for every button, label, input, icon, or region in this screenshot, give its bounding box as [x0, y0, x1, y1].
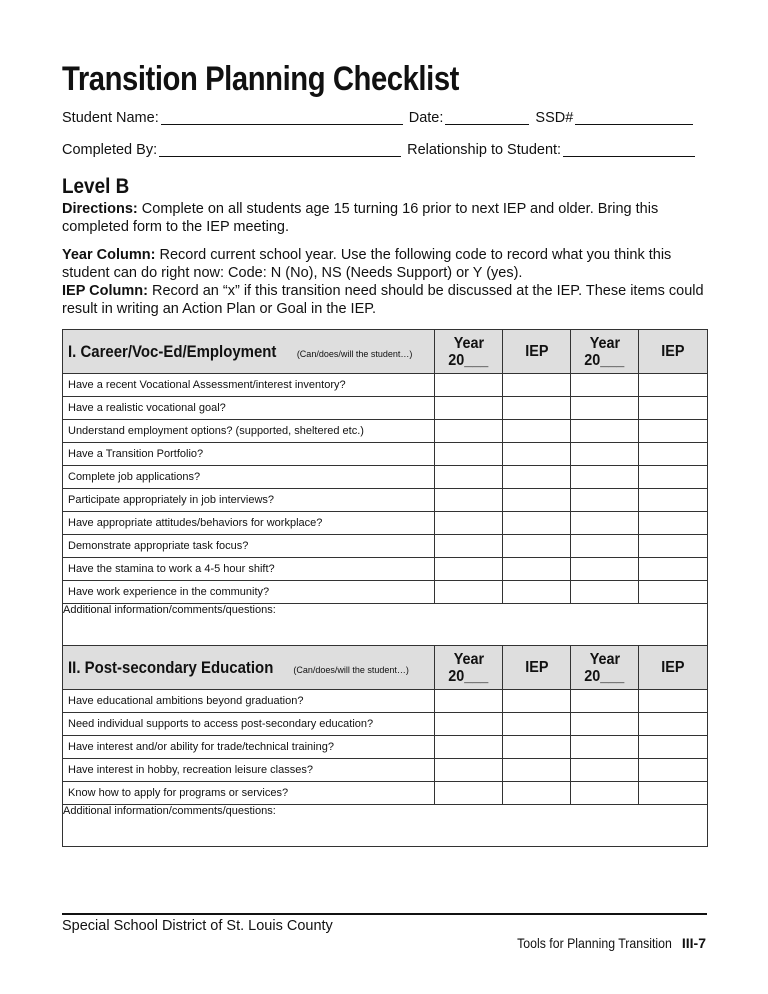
section-header [63, 646, 708, 690]
postsecondary-checklist-table [62, 645, 708, 847]
year-2-cell[interactable] [571, 466, 639, 489]
checklist-row [63, 690, 708, 713]
iep-1-cell[interactable] [503, 759, 571, 782]
year-column-body: Record current school year. Use the following code to record what you think this student can do right now: Code: N (No), NS (Needs Support) or Y (yes). [62, 247, 672, 281]
checklist-question: Have educational ambitions beyond graduation? [63, 690, 435, 713]
checklist-row [63, 535, 708, 558]
year-1-cell[interactable] [435, 535, 503, 558]
year-1-cell[interactable] [435, 489, 503, 512]
checklist-row [63, 558, 708, 581]
year-1-cell[interactable] [435, 736, 503, 759]
year-column-header: Year 20___ [435, 330, 503, 374]
iep-1-cell[interactable] [503, 535, 571, 558]
iep-column-header: IEP [503, 646, 571, 690]
career-checklist-table [62, 329, 708, 646]
year-column-label: Year Column: [62, 247, 156, 263]
checklist-question: Complete job applications? [63, 466, 435, 489]
year-1-cell[interactable] [435, 443, 503, 466]
year-2-cell[interactable] [571, 690, 639, 713]
section-title: II. Post-secondary Education (Can/does/will the student…) [63, 646, 435, 690]
iep-2-cell[interactable] [639, 374, 708, 397]
checklist-row [63, 512, 708, 535]
year-1-cell[interactable] [435, 759, 503, 782]
iep-1-cell[interactable] [503, 782, 571, 805]
checklist-question: Have a realistic vocational goal? [63, 397, 435, 420]
iep-2-cell[interactable] [639, 512, 708, 535]
relationship-label: Relationship to Student: [407, 142, 562, 158]
year-1-cell[interactable] [435, 558, 503, 581]
iep-1-cell[interactable] [503, 690, 571, 713]
checklist-question: Need individual supports to access post-secondary education? [63, 713, 435, 736]
iep-1-cell[interactable] [503, 397, 571, 420]
iep-1-cell[interactable] [503, 558, 571, 581]
iep-column-header: IEP [639, 646, 708, 690]
checklist-question: Understand employment options? (supported, sheltered etc.) [63, 420, 435, 443]
checklist-row [63, 736, 708, 759]
directions-body: Complete on all students age 15 turning 16 prior to next IEP and older. Bring this completed form to the IEP meeting. [62, 201, 659, 235]
year-2-cell[interactable] [571, 581, 639, 604]
year-1-cell[interactable] [435, 397, 503, 420]
checklist-row [63, 581, 708, 604]
iep-column-label: IEP Column: [62, 283, 148, 299]
year-1-cell[interactable] [435, 782, 503, 805]
checklist-row [63, 713, 708, 736]
year-2-cell[interactable] [571, 374, 639, 397]
checklist-question: Demonstrate appropriate task focus? [63, 535, 435, 558]
iep-1-cell[interactable] [503, 443, 571, 466]
iep-1-cell[interactable] [503, 489, 571, 512]
iep-1-cell[interactable] [503, 736, 571, 759]
year-2-cell[interactable] [571, 759, 639, 782]
page-title: Transition Planning Checklist [62, 60, 459, 98]
year-column-header: Year 20___ [571, 330, 639, 374]
year-column-header: Year 20___ [435, 646, 503, 690]
year-column-header: Year 20___ [571, 646, 639, 690]
checklist-question: Know how to apply for programs or services? [63, 782, 435, 805]
checklist-question: Have work experience in the community? [63, 581, 435, 604]
year-2-cell[interactable] [571, 713, 639, 736]
year-2-cell[interactable] [571, 420, 639, 443]
checklist-row [63, 443, 708, 466]
page-number: III-7 [681, 935, 706, 951]
iep-1-cell[interactable] [503, 374, 571, 397]
date-field[interactable] [445, 110, 529, 125]
iep-2-cell[interactable] [639, 736, 708, 759]
year-2-cell[interactable] [571, 512, 639, 535]
completed-by-field[interactable] [159, 142, 401, 157]
checklist-row [63, 420, 708, 443]
checklist-question: Have appropriate attitudes/behaviors for workplace? [63, 512, 435, 535]
iep-column-header: IEP [639, 330, 708, 374]
relationship-field[interactable] [563, 142, 695, 157]
checklist-question: Have the stamina to work a 4-5 hour shift? [63, 558, 435, 581]
iep-2-cell[interactable] [639, 713, 708, 736]
year-2-cell[interactable] [571, 558, 639, 581]
directions-text [62, 200, 706, 236]
checklist-question: Have a Transition Portfolio? [63, 443, 435, 466]
completed-by-label: Completed By: [62, 142, 158, 158]
additional-info-row [63, 805, 708, 847]
additional-info-field[interactable]: Additional information/comments/questions: [63, 604, 708, 646]
year-2-cell[interactable] [571, 397, 639, 420]
year-2-cell[interactable] [571, 535, 639, 558]
footer-publication: Tools for Planning Transition [517, 935, 672, 951]
checklist-row [63, 782, 708, 805]
footer-right [496, 935, 706, 951]
year-1-cell[interactable] [435, 466, 503, 489]
checklist-row [63, 466, 708, 489]
year-1-cell[interactable] [435, 713, 503, 736]
checklist-question: Have interest in hobby, recreation leisure classes? [63, 759, 435, 782]
iep-2-cell[interactable] [639, 535, 708, 558]
footer-divider [62, 913, 707, 915]
footer-organization: Special School District of St. Louis County [62, 918, 333, 934]
completed-by-row [62, 142, 706, 164]
iep-1-cell[interactable] [503, 420, 571, 443]
iep-2-cell[interactable] [639, 420, 708, 443]
year-2-cell[interactable] [571, 736, 639, 759]
level-heading: Level B [62, 175, 130, 198]
iep-2-cell[interactable] [639, 443, 708, 466]
checklist-row [63, 759, 708, 782]
checklist-row [63, 374, 708, 397]
iep-2-cell[interactable] [639, 489, 708, 512]
additional-info-field[interactable]: Additional information/comments/questions: [63, 805, 708, 847]
year-2-cell[interactable] [571, 489, 639, 512]
directions-label: Directions: [62, 201, 138, 217]
checklist-row [63, 397, 708, 420]
year-2-cell[interactable] [571, 782, 639, 805]
iep-2-cell[interactable] [639, 759, 708, 782]
iep-1-cell[interactable] [503, 466, 571, 489]
date-label: Date: [408, 110, 444, 126]
iep-column-header: IEP [503, 330, 571, 374]
ssd-label: SSD# [535, 110, 574, 126]
year-1-cell[interactable] [435, 690, 503, 713]
year-2-cell[interactable] [571, 443, 639, 466]
student-name-label: Student Name: [62, 110, 159, 126]
checklist-question: Have interest and/or ability for trade/technical training? [63, 736, 435, 759]
iep-2-cell[interactable] [639, 690, 708, 713]
additional-info-row [63, 604, 708, 646]
iep-column-text [62, 282, 706, 318]
checklist-row [63, 489, 708, 512]
iep-1-cell[interactable] [503, 713, 571, 736]
ssd-field[interactable] [575, 110, 693, 125]
section-header [63, 330, 708, 374]
checklist-question: Participate appropriately in job interviews? [63, 489, 435, 512]
iep-2-cell[interactable] [639, 397, 708, 420]
iep-column-body: Record an “x” if this transition need should be discussed at the IEP. These items could result in writing an Action Plan or Goal in the IEP. [62, 283, 704, 317]
year-column-text [62, 246, 706, 282]
checklist-question: Have a recent Vocational Assessment/interest inventory? [63, 374, 435, 397]
section-title: I. Career/Voc-Ed/Employment (Can/does/will the student…) [63, 330, 435, 374]
year-1-cell[interactable] [435, 512, 503, 535]
iep-1-cell[interactable] [503, 581, 571, 604]
iep-2-cell[interactable] [639, 581, 708, 604]
iep-2-cell[interactable] [639, 782, 708, 805]
student-name-field[interactable] [161, 110, 403, 125]
year-1-cell[interactable] [435, 374, 503, 397]
page-header [62, 58, 706, 318]
year-1-cell[interactable] [435, 420, 503, 443]
iep-1-cell[interactable] [503, 512, 571, 535]
iep-2-cell[interactable] [639, 558, 708, 581]
student-info-row [62, 110, 706, 132]
year-1-cell[interactable] [435, 581, 503, 604]
iep-2-cell[interactable] [639, 466, 708, 489]
